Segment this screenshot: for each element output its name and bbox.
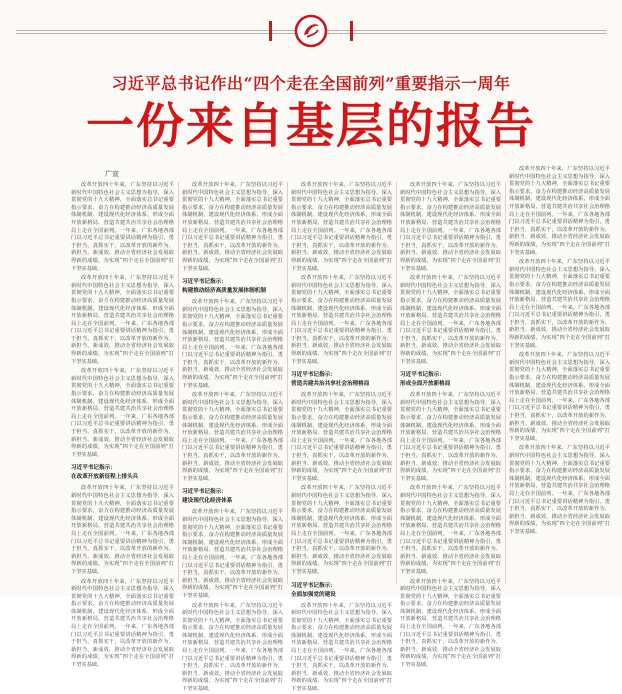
body-paragraph: 改革开放四十年来，广东坚持以习近平新时代中国特色社会主义思想为指导，深入贯彻党的十九大精神，全面落实总书记重要指示要求，奋力在构建推动经济高质量发展体制机制、建设现代化经济体系、形成全面开放新格局、营造共建共治共享社会治理格局上走在全国前列。一年来，广东各地各部门以习近平总书记重要讲话精神为指引，勇于担当，真抓实干，以改革开放的新作为、新担当、新成效，推动全省经济社会发展取得新的成绩，为实现“四个走在全国前列”打下坚实基础。 (400, 392, 501, 482)
section-label: 习近平书记指示： (291, 582, 336, 589)
column-divider (505, 182, 506, 584)
body-paragraph: 改革开放四十年来，广东坚持以习近平新时代中国特色社会主义思想为指导，深入贯彻党的十九大精神，全面落实总书记重要指示要求，奋力在构建推动经济高质量发展体制机制、建设现代化经济体系、形成全面开放新格局、营造共建共治共享社会治理格局上走在全国前列。一年来，广东各地各部门以习近平总书记重要讲话精神为指引，勇于担当，真抓实干，以改革开放的新作为、新担当、新成效，推动全省经济社会发展取得新的成绩，为实现“四个走在全国前列”打下坚实基础。 (182, 509, 283, 599)
section-title: 建设现代化经济体系 (182, 498, 233, 505)
body-paragraph: 改革开放四十年来，广东坚持以习近平新时代中国特色社会主义思想为指导，深入贯彻党的十九大精神，全面落实总书记重要指示要求，奋力在构建推动经济高质量发展体制机制、建设现代化经济体系、形成全面开放新格局、营造共建共治共享社会治理格局上走在全国前列。一年来，广东各地各部门以习近平总书记重要讲话精神为指引，勇于担当，真抓实干，以改革开放的新作为、新担当、新成效，推动全省经济社会发展取得新的成绩，为实现“四个走在全国前列”打下坚实基础。 (291, 392, 392, 482)
byline: 广宣 (105, 170, 119, 178)
body-paragraph: 改革开放四十年来，广东坚持以习近平新时代中国特色社会主义思想为指导，深入贯彻党的十九大精神，全面落实总书记重要指示要求，奋力在构建推动经济高质量发展体制机制、建设现代化经济体系、形成全面开放新格局、营造共建共治共享社会治理格局上走在全国前列。一年来，广东各地各部门以习近平总书记重要讲话精神为指引，勇于担当，真抓实干，以改革开放的新作为、新担当、新成效，推动全省经济社会发展取得新的成绩，为实现“四个走在全国前列”打下坚实基础。 (291, 182, 392, 272)
body-paragraph: 改革开放四十年来，广东坚持以习近平新时代中国特色社会主义思想为指导，深入贯彻党的十九大精神，全面落实总书记重要指示要求，奋力在构建推动经济高质量发展体制机制、建设现代化经济体系、形成全面开放新格局、营造共建共治共享社会治理格局上走在全国前列。一年来，广东各地各部门以习近平总书记重要讲话精神为指引，勇于担当，真抓实干，以改革开放的新作为、新担当、新成效，推动全省经济社会发展取得新的成绩，为实现“四个走在全国前列”打下坚实基础。 (71, 182, 174, 272)
section-label: 习近平书记指示： (71, 465, 116, 472)
article-column-2 (182, 182, 283, 693)
body-paragraph: 改革开放四十年来，广东坚持以习近平新时代中国特色社会主义思想为指导，深入贯彻党的十九大精神，全面落实总书记重要指示要求，奋力在构建推动经济高质量发展体制机制、建设现代化经济体系、形成全面开放新格局、营造共建共治共享社会治理格局上走在全国前列。一年来，广东各地各部门以习近平总书记重要讲话精神为指引，勇于担当，真抓实干，以改革开放的新作为、新担当、新成效，推动全省经济社会发展取得新的成绩，为实现“四个走在全国前列”打下坚实基础。 (509, 259, 610, 349)
section-label: 习近平书记指示： (182, 489, 227, 496)
body-paragraph: 改革开放四十年来，广东坚持以习近平新时代中国特色社会主义思想为指导，深入贯彻党的十九大精神，全面落实总书记重要指示要求，奋力在构建推动经济高质量发展体制机制、建设现代化经济体系、形成全面开放新格局、营造共建共治共享社会治理格局上走在全国前列。一年来，广东各地各部门以习近平总书记重要讲话精神为指引，勇于担当，真抓实干，以改革开放的新作为、新担当、新成效，推动全省经济社会发展取得新的成绩，为实现“四个走在全国前列”打下坚实基础。 (400, 275, 501, 365)
newspaper-emblem-icon (294, 14, 328, 48)
section-title: 构建推动经济高质量发展体制机制 (182, 288, 266, 295)
section-label: 习近平书记指示： (400, 372, 445, 379)
body-paragraph: 改革开放四十年来，广东坚持以习近平新时代中国特色社会主义思想为指导，深入贯彻党的十九大精神，全面落实总书记重要指示要求，奋力在构建推动经济高质量发展体制机制、建设现代化经济体系、形成全面开放新格局、营造共建共治共享社会治理格局上走在全国前列。一年来，广东各地各部门以习近平总书记重要讲话精神为指引，勇于担当，真抓实干，以改革开放的新作为、新担当、新成效，推动全省经济社会发展取得新的成绩，为实现“四个走在全国前列”打下坚实基础。 (182, 602, 283, 693)
section-title: 形成全面开放新格局 (400, 381, 451, 388)
body-paragraph: 改革开放四十年来，广东坚持以习近平新时代中国特色社会主义思想为指导，深入贯彻党的十九大精神，全面落实总书记重要指示要求，奋力在构建推动经济高质量发展体制机制、建设现代化经济体系、形成全面开放新格局、营造共建共治共享社会治理格局上走在全国前列。一年来，广东各地各部门以习近平总书记重要讲话精神为指引，勇于担当，真抓实干，以改革开放的新作为、新担当、新成效，推动全省经济社会发展取得新的成绩，为实现“四个走在全国前列”打下坚实基础。 (71, 485, 174, 575)
body-paragraph: 改革开放四十年来，广东坚持以习近平新时代中国特色社会主义思想为指导，深入贯彻党的十九大精神，全面落实总书记重要指示要求，奋力在构建推动经济高质量发展体制机制、建设现代化经济体系、形成全面开放新格局、营造共建共治共享社会治理格局上走在全国前列。一年来，广东各地各部门以习近平总书记重要讲话精神为指引，勇于担当，真抓实干，以改革开放的新作为、新担当、新成效，推动全省经济社会发展取得新的成绩，为实现“四个走在全国前列”打下坚实基础。 (509, 352, 610, 442)
section-title: 营造共建共治共享社会治理格局 (291, 381, 370, 388)
body-paragraph: 改革开放四十年来，广东坚持以习近平新时代中国特色社会主义思想为指导，深入贯彻党的十九大精神，全面落实总书记重要指示要求，奋力在构建推动经济高质量发展体制机制、建设现代化经济体系、形成全面开放新格局、营造共建共治共享社会治理格局上走在全国前列。一年来，广东各地各部门以习近平总书记重要讲话精神为指引，勇于担当，真抓实干，以改革开放的新作为、新担当、新成效，推动全省经济社会发展取得新的成绩，为实现“四个走在全国前列”打下坚实基础。 (509, 166, 610, 256)
article-column-3 (291, 182, 392, 693)
headline: 一份来自基层的报告 (85, 98, 536, 154)
body-paragraph: 改革开放四十年来，广东坚持以习近平新时代中国特色社会主义思想为指导，深入贯彻党的十九大精神，全面落实总书记重要指示要求，奋力在构建推动经济高质量发展体制机制、建设现代化经济体系、形成全面开放新格局、营造共建共治共享社会治理格局上走在全国前列。一年来，广东各地各部门以习近平总书记重要讲话精神为指引，勇于担当，真抓实干，以改革开放的新作为、新担当、新成效，推动全省经济社会发展取得新的成绩，为实现“四个走在全国前列”打下坚实基础。 (400, 578, 501, 669)
body-paragraph: 改革开放四十年来，广东坚持以习近平新时代中国特色社会主义思想为指导，深入贯彻党的十九大精神，全面落实总书记重要指示要求，奋力在构建推动经济高质量发展体制机制、建设现代化经济体系、形成全面开放新格局、营造共建共治共享社会治理格局上走在全国前列。一年来，广东各地各部门以习近平总书记重要讲话精神为指引，勇于担当，真抓实干，以改革开放的新作为、新担当、新成效，推动全省经济社会发展取得新的成绩，为实现“四个走在全国前列”打下坚实基础。 (71, 368, 174, 458)
kicker-title: 习近平总书记作出“四个走在全国前列”重要指示一周年 (111, 74, 511, 93)
body-paragraph: 改革开放四十年来，广东坚持以习近平新时代中国特色社会主义思想为指导，深入贯彻党的十九大精神，全面落实总书记重要指示要求，奋力在构建推动经济高质量发展体制机制、建设现代化经济体系、形成全面开放新格局、营造共建共治共享社会治理格局上走在全国前列。一年来，广东各地各部门以习近平总书记重要讲话精神为指引，勇于担当，真抓实干，以改革开放的新作为、新担当、新成效，推动全省经济社会发展取得新的成绩，为实现“四个走在全国前列”打下坚实基础。 (71, 275, 174, 365)
column-divider (396, 182, 397, 584)
section-title: 全面加强党的建设 (291, 591, 336, 598)
body-paragraph: 改革开放四十年来，广东坚持以习近平新时代中国特色社会主义思想为指导，深入贯彻党的十九大精神，全面落实总书记重要指示要求，奋力在构建推动经济高质量发展体制机制、建设现代化经济体系、形成全面开放新格局、营造共建共治共享社会治理格局上走在全国前列。一年来，广东各地各部门以习近平总书记重要讲话精神为指引，勇于担当，真抓实干，以改革开放的新作为、新担当、新成效，推动全省经济社会发展取得新的成绩，为实现“四个走在全国前列”打下坚实基础。 (291, 485, 392, 575)
article-column-1 (71, 182, 174, 669)
body-paragraph: 改革开放四十年来，广东坚持以习近平新时代中国特色社会主义思想为指导，深入贯彻党的十九大精神，全面落实总书记重要指示要求，奋力在构建推动经济高质量发展体制机制、建设现代化经济体系、形成全面开放新格局、营造共建共治共享社会治理格局上走在全国前列。一年来，广东各地各部门以习近平总书记重要讲话精神为指引，勇于担当，真抓实干，以改革开放的新作为、新担当、新成效，推动全省经济社会发展取得新的成绩，为实现“四个走在全国前列”打下坚实基础。 (182, 182, 283, 272)
body-paragraph: 改革开放四十年来，广东坚持以习近平新时代中国特色社会主义思想为指导，深入贯彻党的十九大精神，全面落实总书记重要指示要求，奋力在构建推动经济高质量发展体制机制、建设现代化经济体系、形成全面开放新格局、营造共建共治共享社会治理格局上走在全国前列。一年来，广东各地各部门以习近平总书记重要讲话精神为指引，勇于担当，真抓实干，以改革开放的新作为、新担当、新成效，推动全省经济社会发展取得新的成绩，为实现“四个走在全国前列”打下坚实基础。 (400, 182, 501, 272)
article-column-5 (509, 166, 610, 586)
body-paragraph: 改革开放四十年来，广东坚持以习近平新时代中国特色社会主义思想为指导，深入贯彻党的十九大精神，全面落实总书记重要指示要求，奋力在构建推动经济高质量发展体制机制、建设现代化经济体系、形成全面开放新格局、营造共建共治共享社会治理格局上走在全国前列。一年来，广东各地各部门以习近平总书记重要讲话精神为指引，勇于担当，真抓实干，以改革开放的新作为、新担当、新成效，推动全省经济社会发展取得新的成绩，为实现“四个走在全国前列”打下坚实基础。 (71, 578, 174, 669)
body-paragraph: 改革开放四十年来，广东坚持以习近平新时代中国特色社会主义思想为指导，深入贯彻党的十九大精神，全面落实总书记重要指示要求，奋力在构建推动经济高质量发展体制机制、建设现代化经济体系、形成全面开放新格局、营造共建共治共享社会治理格局上走在全国前列。一年来，广东各地各部门以习近平总书记重要讲话精神为指引，勇于担当，真抓实干，以改革开放的新作为、新担当、新成效，推动全省经济社会发展取得新的成绩，为实现“四个走在全国前列”打下坚实基础。 (400, 485, 501, 575)
body-paragraph: 改革开放四十年来，广东坚持以习近平新时代中国特色社会主义思想为指导，深入贯彻党的十九大精神，全面落实总书记重要指示要求，奋力在构建推动经济高质量发展体制机制、建设现代化经济体系、形成全面开放新格局、营造共建共治共享社会治理格局上走在全国前列。一年来，广东各地各部门以习近平总书记重要讲话精神为指引，勇于担当，真抓实干，以改革开放的新作为、新担当、新成效，推动全省经济社会发展取得新的成绩，为实现“四个走在全国前列”打下坚实基础。 (291, 275, 392, 365)
section-label: 习近平书记指示： (291, 372, 336, 379)
body-paragraph: 改革开放四十年来，广东坚持以习近平新时代中国特色社会主义思想为指导，深入贯彻党的十九大精神，全面落实总书记重要指示要求，奋力在构建推动经济高质量发展体制机制、建设现代化经济体系、形成全面开放新格局、营造共建共治共享社会治理格局上走在全国前列。一年来，广东各地各部门以习近平总书记重要讲话精神为指引，勇于担当，真抓实干，以改革开放的新作为、新担当、新成效，推动全省经济社会发展取得新的成绩，为实现“四个走在全国前列”打下坚实基础。 (182, 392, 283, 482)
body-paragraph: 改革开放四十年来，广东坚持以习近平新时代中国特色社会主义思想为指导，深入贯彻党的十九大精神，全面落实总书记重要指示要求，奋力在构建推动经济高质量发展体制机制、建设现代化经济体系、形成全面开放新格局、营造共建共治共享社会治理格局上走在全国前列。一年来，广东各地各部门以习近平总书记重要讲话精神为指引，勇于担当，真抓实干，以改革开放的新作为、新担当、新成效，推动全省经济社会发展取得新的成绩，为实现“四个走在全国前列”打下坚实基础。 (509, 445, 610, 535)
body-paragraph: 改革开放四十年来，广东坚持以习近平新时代中国特色社会主义思想为指导，深入贯彻党的十九大精神，全面落实总书记重要指示要求，奋力在构建推动经济高质量发展体制机制、建设现代化经济体系、形成全面开放新格局、营造共建共治共享社会治理格局上走在全国前列。一年来，广东各地各部门以习近平总书记重要讲话精神为指引，勇于担当，真抓实干，以改革开放的新作为、新担当、新成效，推动全省经济社会发展取得新的成绩，为实现“四个走在全国前列”打下坚实基础。 (182, 299, 283, 389)
section-title: 在改革开放新征程上排头兵 (71, 474, 139, 481)
ornament-bar-right (350, 21, 353, 41)
ornament-bar-left (269, 21, 272, 41)
column-divider (178, 182, 179, 584)
body-paragraph: 改革开放四十年来，广东坚持以习近平新时代中国特色社会主义思想为指导，深入贯彻党的十九大精神，全面落实总书记重要指示要求，奋力在构建推动经济高质量发展体制机制、建设现代化经济体系、形成全面开放新格局、营造共建共治共享社会治理格局上走在全国前列。一年来，广东各地各部门以习近平总书记重要讲话精神为指引，勇于担当，真抓实干，以改革开放的新作为、新担当、新成效，推动全省经济社会发展取得新的成绩，为实现“四个走在全国前列”打下坚实基础。 (291, 602, 392, 693)
section-label: 习近平书记指示： (182, 279, 227, 286)
article-column-4 (400, 182, 501, 669)
column-divider (287, 182, 288, 584)
